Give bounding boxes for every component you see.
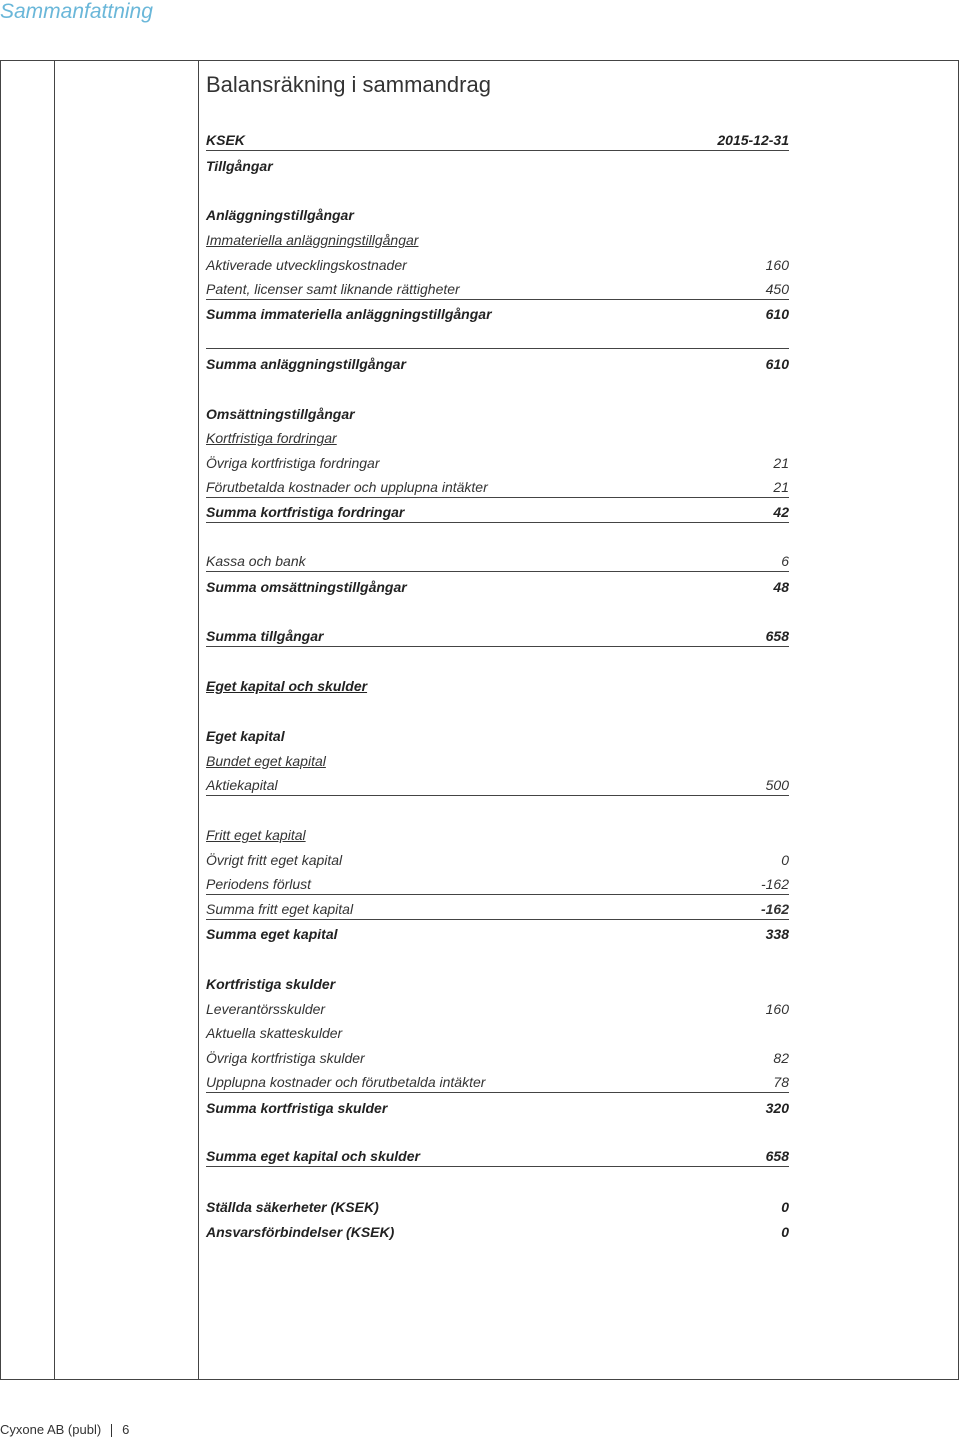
row-label: Kassa och bank: [206, 553, 306, 570]
table-row: [206, 548, 789, 573]
table-row: [206, 870, 789, 895]
row-label: Summa tillgångar: [206, 627, 324, 644]
table-row: [206, 176, 789, 201]
table-row: [206, 746, 789, 771]
table-row: [206, 275, 789, 300]
table-row: [206, 1143, 789, 1168]
footer-separator: [111, 1424, 112, 1437]
table-row: [206, 1167, 789, 1192]
section-heading: Sammanfattning: [0, 0, 153, 23]
table-row: [206, 721, 789, 746]
row-label: Omsättningstillgångar: [206, 405, 355, 422]
table-row: [206, 597, 789, 622]
row-value: 450: [765, 280, 789, 297]
table-row: [206, 473, 789, 498]
row-label: Summa kortfristiga skulder: [206, 1099, 388, 1116]
table-row: [206, 771, 789, 796]
row-label: Förutbetalda kostnader och upplupna intäkter: [206, 478, 488, 495]
row-label: Kortfristiga fordringar: [206, 430, 337, 447]
footer-company: Cyxone AB (publ): [0, 1422, 102, 1437]
row-value: 0: [781, 851, 789, 868]
row-value: 6: [781, 553, 789, 570]
row-label: KSEK: [206, 131, 245, 148]
table-row: [206, 820, 789, 845]
table-row: [206, 349, 789, 374]
row-label: Fritt eget kapital: [206, 827, 306, 844]
table-row: [206, 1043, 789, 1068]
row-value: 658: [765, 627, 789, 644]
table-row: [206, 696, 789, 721]
table-row: [206, 498, 789, 523]
table-row: [206, 1093, 789, 1118]
row-value: 21: [773, 455, 789, 472]
row-label: Aktuella skatteskulder: [206, 1025, 343, 1042]
row-label: Summa eget kapital och skulder: [206, 1148, 420, 1165]
row-label: Immateriella anläggningstillgångar: [206, 231, 419, 248]
row-value: 610: [765, 355, 789, 372]
table-row: [206, 200, 789, 225]
row-label: Aktiverade utvecklingskostnader: [206, 256, 407, 273]
table-row: [206, 845, 789, 870]
table-row: [206, 994, 789, 1019]
row-label: Summa fritt eget kapital: [206, 900, 354, 917]
column-divider-right: [198, 61, 199, 1379]
table-row: [206, 374, 789, 399]
table-row: [206, 523, 789, 548]
table-row: [206, 969, 789, 994]
table-row: [206, 151, 789, 176]
row-label: Summa kortfristiga fordringar: [206, 503, 405, 520]
table-row: [206, 572, 789, 597]
row-value: -162: [760, 900, 789, 917]
row-label: Summa eget kapital: [206, 926, 338, 943]
table-row: [206, 622, 789, 647]
table-row: [206, 1019, 789, 1044]
row-value: 78: [773, 1074, 789, 1091]
page-title: Balansräkning i sammandrag: [206, 72, 491, 97]
row-value: 160: [765, 256, 789, 273]
row-label: Summa omsättningstillgångar: [206, 579, 407, 596]
row-value: 338: [765, 926, 789, 943]
row-label: Summa anläggningstillgångar: [206, 355, 406, 372]
table-row: [206, 1192, 789, 1217]
row-value: 82: [773, 1050, 789, 1067]
row-value: 160: [765, 1000, 789, 1017]
table-row: [206, 250, 789, 275]
table-row: [206, 225, 789, 250]
row-value: 48: [773, 579, 789, 596]
row-label: Ställda säkerheter (KSEK): [206, 1199, 379, 1216]
table-row: [206, 672, 789, 697]
balance-sheet-table: [206, 126, 789, 1242]
row-label: Aktiekapital: [206, 776, 278, 793]
row-label: Kortfristiga skulder: [206, 975, 336, 992]
row-value: 0: [781, 1199, 789, 1216]
table-row: [206, 920, 789, 945]
row-value: 42: [773, 503, 789, 520]
row-label: Bundet eget kapital: [206, 752, 326, 769]
row-label: Anläggningstillgångar: [206, 207, 354, 224]
table-row: [206, 647, 789, 672]
row-value: 320: [765, 1099, 789, 1116]
row-label: Eget kapital och skulder: [206, 678, 368, 695]
table-row: [206, 126, 789, 151]
table-row: [206, 1118, 789, 1143]
column-divider-left: [54, 61, 55, 1379]
row-label: Leverantörsskulder: [206, 1000, 326, 1017]
table-row: [206, 448, 789, 473]
row-value: 0: [781, 1223, 789, 1240]
row-label: Övriga kortfristiga skulder: [206, 1050, 365, 1067]
table-row: [206, 1068, 789, 1093]
row-value: 500: [765, 776, 789, 793]
row-label: Tillgångar: [206, 157, 273, 174]
footer-page-number: 6: [122, 1422, 130, 1437]
row-value: -162: [760, 875, 789, 892]
row-value: 2015-12-31: [717, 131, 789, 148]
table-row: [206, 895, 789, 920]
row-label: Övrigt fritt eget kapital: [206, 851, 343, 868]
row-value: 610: [765, 306, 789, 323]
table-row: [206, 300, 789, 325]
table-row: [206, 399, 789, 424]
row-label: Ansvarsförbindelser (KSEK): [206, 1223, 395, 1240]
table-row: [206, 796, 789, 821]
table-row: [206, 324, 789, 349]
row-label: Periodens förlust: [206, 875, 312, 892]
row-label: Upplupna kostnader och förutbetalda intäkter: [206, 1074, 486, 1091]
table-row: [206, 1217, 789, 1242]
table-row: [206, 944, 789, 969]
page-footer: [0, 1422, 129, 1437]
row-label: Eget kapital: [206, 727, 285, 744]
row-value: 658: [765, 1148, 789, 1165]
row-label: Övriga kortfristiga fordringar: [206, 455, 380, 472]
row-value: 21: [773, 478, 789, 495]
table-row: [206, 424, 789, 449]
row-label: Summa immateriella anläggningstillgångar: [206, 306, 492, 323]
row-label: Patent, licenser samt liknande rättigheter: [206, 280, 460, 297]
